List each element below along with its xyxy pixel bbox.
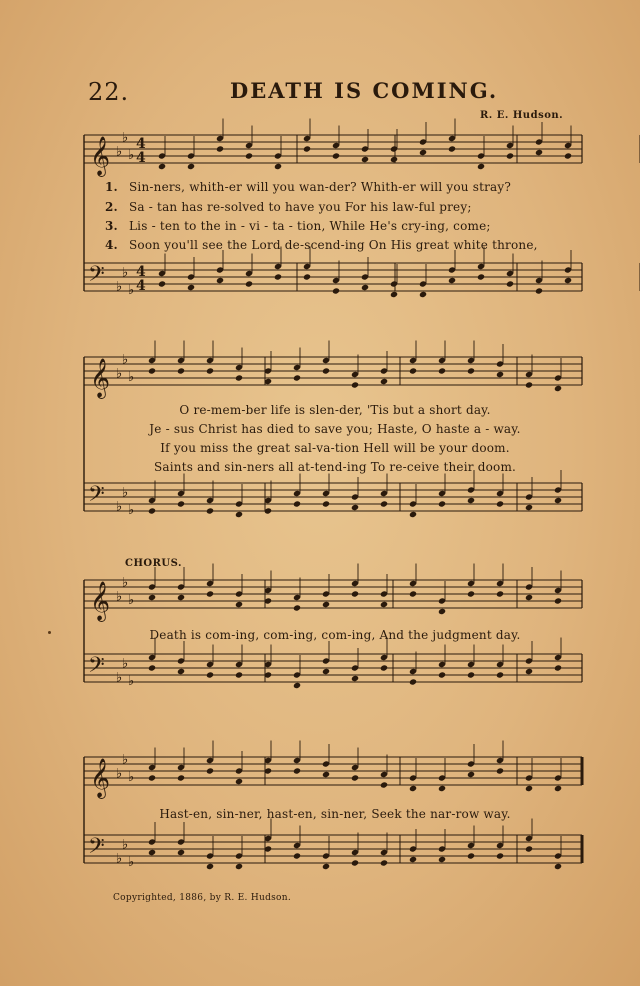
system-1-bass-notehead <box>274 273 282 280</box>
system-1-bass-flat-icon: ♭ <box>128 283 135 298</box>
system-2-bass-flat-icon: ♭ <box>122 485 129 501</box>
system-2-bass-notehead <box>409 511 417 518</box>
system-1-treble-notehead <box>245 152 253 159</box>
system-1-treble-notehead <box>390 156 398 163</box>
system-1-treble-notehead <box>332 152 340 159</box>
system-2-bass-notehead <box>438 500 446 507</box>
system-3-treble-notehead <box>409 590 417 597</box>
system-2-treble-notehead <box>554 385 562 392</box>
system-2-bass-notehead <box>322 500 330 507</box>
system-1-treble-notehead <box>477 163 485 170</box>
system-2-treble-flat-icon: ♭ <box>116 366 123 382</box>
system-2-treble-notehead <box>351 381 359 388</box>
verse-4-line-2: Saints and sin-ners all at-tend-ing To re-ceive their doom. <box>153 460 517 474</box>
system-4-treble-notehead <box>380 781 388 788</box>
system-3-treble-notehead <box>177 594 185 601</box>
system-2-bass-notehead <box>148 507 156 514</box>
system-4-treble-notehead <box>235 778 243 785</box>
system-1-bass-notehead <box>216 277 224 284</box>
system-2-bass-notehead <box>351 504 359 511</box>
system-1-bass-notehead <box>332 287 340 294</box>
system-1-bass-notehead <box>535 287 543 294</box>
system-2-treble-notehead <box>148 367 156 374</box>
system-2-treble-notehead <box>525 381 533 388</box>
system-4-treble-flat-icon: ♭ <box>116 766 123 782</box>
system-1-treble-notehead <box>216 145 224 152</box>
system-2-bass-notehead <box>177 500 185 507</box>
system-2-bass-notehead <box>496 500 504 507</box>
copyright-notice: Copyrighted, 1886, by R. E. Hudson. <box>113 893 292 903</box>
system-2-bass-notehead <box>235 511 243 518</box>
system-3-bass-notehead <box>554 664 562 671</box>
system-1-treble-notehead <box>187 163 195 170</box>
system-1-treble-notehead <box>564 152 572 159</box>
system-2-treble-notehead <box>438 367 446 374</box>
system-3-bass-notehead <box>235 671 243 678</box>
system-3-bass-notehead <box>148 664 156 671</box>
system-4-treble-notehead <box>351 774 359 781</box>
system-1-bass-bass-clef-icon: 𝄢 <box>88 262 105 292</box>
system-1-bass-notehead <box>187 284 195 291</box>
system-3-treble-notehead <box>380 601 388 608</box>
system-3-bass-bass-clef-icon: 𝄢 <box>88 653 105 683</box>
system-3-treble-flat-icon: ♭ <box>116 589 123 605</box>
system-1-bass-notehead <box>158 280 166 287</box>
system-1-bass-notehead <box>477 273 485 280</box>
system-1-treble-notehead <box>419 149 427 156</box>
system-2-treble-notehead <box>235 374 243 381</box>
system-3-treble-notehead <box>467 590 475 597</box>
verse-4-line-1: 4. Soon you'll see the Lord de-scend-ing On His great white throne, <box>105 238 538 252</box>
system-1-bass-time-bottom: 4 <box>136 278 146 294</box>
system-2-treble-treble-clef-icon: 𝄞 <box>90 358 111 398</box>
system-4-treble-treble-clef-icon: 𝄞 <box>90 758 111 798</box>
system-2-treble-flat-icon: ♭ <box>122 352 129 368</box>
system-1-bass-notehead <box>448 277 456 284</box>
system-1-treble-treble-clef-icon: 𝄞 <box>90 136 111 176</box>
system-3-treble-notehead <box>235 601 243 608</box>
system-1-treble-notehead <box>158 163 166 170</box>
system-3-bass-notehead <box>351 675 359 682</box>
system-3-treble-notehead <box>148 594 156 601</box>
system-4-treble-notehead <box>293 767 301 774</box>
system-2-treble-notehead <box>293 374 301 381</box>
system-1-treble-time-bottom: 4 <box>136 150 146 166</box>
system-3-treble-notehead <box>438 608 446 615</box>
system-4-treble-notehead <box>496 767 504 774</box>
system-3-bass-notehead <box>380 664 388 671</box>
system-4-bass-notehead <box>554 863 562 870</box>
system-4-treble-notehead <box>525 785 533 792</box>
verse-2-line-2: Je - sus Christ has died to save you; Haste, O haste a - way. <box>149 422 521 436</box>
paper-spot <box>48 631 51 634</box>
system-4-bass-notehead <box>467 852 475 859</box>
system-3-treble-notehead <box>206 590 214 597</box>
system-4-treble-notehead <box>206 767 214 774</box>
chorus-line-1: Death is com-ing, com-ing, com-ing, And the judgment day. <box>149 628 521 642</box>
system-4-treble-notehead <box>467 771 475 778</box>
system-1-treble-notehead <box>535 149 543 156</box>
system-4-bass-notehead <box>177 849 185 856</box>
system-1-bass-notehead <box>564 277 572 284</box>
system-3-bass-notehead <box>525 668 533 675</box>
hymn-title: DEATH IS COMING. <box>230 78 499 103</box>
system-3-treble-flat-icon: ♭ <box>128 593 135 608</box>
system-4-bass-flat-icon: ♭ <box>116 851 123 867</box>
verse-2-line-1: 2. Sa - tan has re-solved to have you For his law-ful prey; <box>105 200 472 214</box>
chorus-line-2: Hast-en, sin-ner, hast-en, sin-ner, Seek the nar-row way. <box>159 807 511 821</box>
system-1-bass-notehead <box>419 291 427 298</box>
system-1-treble-flat-icon: ♭ <box>122 130 129 146</box>
system-4-bass-notehead <box>525 845 533 852</box>
system-1-treble-flat-icon: ♭ <box>128 148 135 163</box>
system-3-bass-notehead <box>467 671 475 678</box>
system-2-bass-notehead <box>467 497 475 504</box>
verse-3-line-1: 3. Lis - ten to the in - vi - ta - tion, While He's cry-ing, come; <box>105 219 491 233</box>
system-4-bass-flat-icon: ♭ <box>128 855 135 870</box>
verse-3-line-2: If you miss the great sal-va-tion Hell will be your doom. <box>160 441 510 455</box>
system-4-bass-bass-clef-icon: 𝄢 <box>88 834 105 864</box>
system-1-treble-notehead <box>506 152 514 159</box>
verse-1-line-2: O re-mem-ber life is slen-der, 'Tis but a short day. <box>179 403 491 417</box>
system-2-treble-notehead <box>206 367 214 374</box>
system-2-bass-notehead <box>554 497 562 504</box>
system-3-bass-flat-icon: ♭ <box>116 670 123 686</box>
system-1-treble-flat-icon: ♭ <box>116 144 123 160</box>
system-4-bass-notehead <box>235 863 243 870</box>
system-4-treble-notehead <box>148 774 156 781</box>
chorus-label: CHORUS. <box>125 558 182 569</box>
system-4-treble-notehead <box>554 785 562 792</box>
system-2-treble-notehead <box>177 367 185 374</box>
system-2-bass-notehead <box>380 500 388 507</box>
system-1-treble-notehead <box>448 145 456 152</box>
system-3-bass-notehead <box>293 682 301 689</box>
verse-1-line-1: 1. Sin-ners, whith-er will you wan-der? Whith-er will you stray? <box>105 180 512 194</box>
system-1-treble-time-top: 4 <box>136 136 146 152</box>
system-2-treble-notehead <box>467 367 475 374</box>
system-4-bass-notehead <box>148 849 156 856</box>
system-4-bass-notehead <box>409 856 417 863</box>
system-1-bass-flat-icon: ♭ <box>122 265 129 281</box>
system-4-treble-flat-icon: ♭ <box>128 770 135 785</box>
system-1-bass-flat-icon: ♭ <box>116 279 123 295</box>
system-1-treble-notehead <box>361 156 369 163</box>
system-4-treble-notehead <box>322 771 330 778</box>
system-4-bass-notehead <box>351 859 359 866</box>
system-1-bass-notehead <box>390 291 398 298</box>
system-2-bass-flat-icon: ♭ <box>116 499 123 515</box>
system-3-treble-notehead <box>293 604 301 611</box>
system-4-bass-notehead <box>380 859 388 866</box>
system-3-bass-flat-icon: ♭ <box>122 656 129 672</box>
system-2-treble-notehead <box>322 367 330 374</box>
hymn-number: 22. <box>88 78 130 106</box>
system-1-bass-notehead <box>361 284 369 291</box>
system-4-bass-notehead <box>206 863 214 870</box>
system-3-treble-notehead <box>351 590 359 597</box>
system-2-bass-notehead <box>525 504 533 511</box>
system-4-bass-notehead <box>496 852 504 859</box>
system-1-bass-notehead <box>506 280 514 287</box>
system-3-bass-notehead <box>206 671 214 678</box>
system-3-bass-notehead <box>496 671 504 678</box>
system-3-treble-treble-clef-icon: 𝄞 <box>90 581 111 621</box>
system-2-treble-notehead <box>409 367 417 374</box>
system-4-treble-notehead <box>177 774 185 781</box>
system-4-bass-flat-icon: ♭ <box>122 837 129 853</box>
system-3-bass-notehead <box>322 668 330 675</box>
system-2-bass-notehead <box>293 500 301 507</box>
system-4-bass-notehead <box>438 856 446 863</box>
system-4-treble-notehead <box>409 785 417 792</box>
system-1-treble-notehead <box>274 163 282 170</box>
system-2-bass-flat-icon: ♭ <box>128 503 135 518</box>
system-3-treble-notehead <box>496 590 504 597</box>
system-1-bass-notehead <box>245 280 253 287</box>
system-3-bass-notehead <box>438 671 446 678</box>
system-1-bass-notehead <box>303 273 311 280</box>
system-2-treble-notehead <box>496 371 504 378</box>
system-2-bass-notehead <box>206 507 214 514</box>
system-4-bass-notehead <box>322 863 330 870</box>
system-3-treble-notehead <box>554 597 562 604</box>
system-3-treble-notehead <box>525 594 533 601</box>
system-2-treble-flat-icon: ♭ <box>128 370 135 385</box>
system-2-bass-bass-clef-icon: 𝄢 <box>88 482 105 512</box>
system-1-treble-notehead <box>303 145 311 152</box>
system-3-bass-notehead <box>409 678 417 685</box>
system-3-bass-flat-icon: ♭ <box>128 674 135 689</box>
system-3-bass-notehead <box>177 668 185 675</box>
system-4-treble-flat-icon: ♭ <box>122 752 129 768</box>
system-2-treble-notehead <box>380 378 388 385</box>
composer-credit: R. E. Hudson. <box>480 110 564 121</box>
system-3-treble-notehead <box>322 601 330 608</box>
system-1-bass-time-top: 4 <box>136 264 146 280</box>
system-4-bass-notehead <box>293 852 301 859</box>
system-4-treble-notehead <box>438 785 446 792</box>
system-3-treble-flat-icon: ♭ <box>122 575 129 591</box>
